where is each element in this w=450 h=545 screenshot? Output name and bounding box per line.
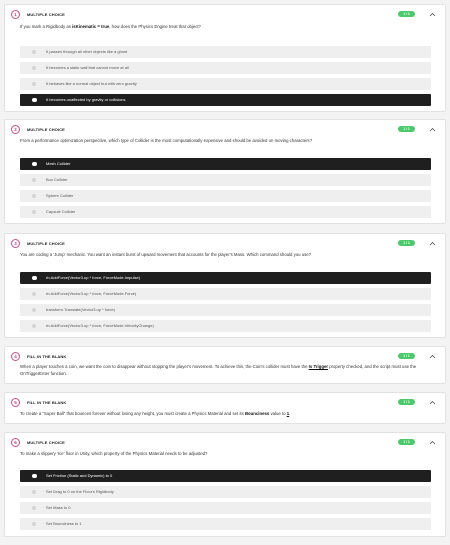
question-number-badge: 6 [11, 438, 20, 447]
question-card-1 [4, 4, 446, 112]
score-badge: 1 / 1 [398, 126, 415, 132]
radio-dot [32, 308, 36, 312]
radio-dot [32, 490, 36, 494]
radio-dot [32, 292, 36, 296]
option-label: It behaves like a normal object but with zero gravity [46, 81, 137, 86]
question-text: From a performance optimization perspective, which type of Collider is the most computationally expensive and should be avoided on moving characters? [20, 138, 313, 143]
card-header [5, 5, 445, 20]
answer-option[interactable] [20, 518, 431, 530]
option-label: rb.AddForce(Vector3.up * force, ForceMode.VelocityChange) [46, 323, 154, 328]
radio-dot [32, 210, 36, 214]
answer-option[interactable] [20, 320, 431, 332]
question-card-2 [4, 119, 446, 224]
answer-option-selected[interactable] [20, 94, 431, 106]
question-text: If you mark a Rigidbody as isKinematic = true, how does the Physics Engine treat that object? [20, 24, 201, 29]
score-badge: 1 / 1 [398, 399, 415, 405]
filled-blank-answer: 1 [286, 411, 290, 416]
question-card-4 [4, 346, 446, 384]
question-type-label: MULTIPLE CHOICE [27, 127, 65, 132]
chevron-up-icon[interactable] [428, 398, 436, 406]
card-header [5, 347, 445, 362]
question-card-3 [4, 233, 446, 338]
question-card-5 [4, 392, 446, 424]
card-header [5, 433, 445, 448]
option-label: It passes through all other objects like a ghost [46, 49, 128, 54]
radio-dot [32, 66, 36, 70]
chevron-up-icon[interactable] [428, 239, 436, 247]
chevron-up-icon[interactable] [428, 125, 436, 133]
option-label: Set Friction (Static and Dynamic) to 0 [46, 473, 113, 478]
question-number-badge: 1 [11, 10, 20, 19]
question-text: When a player touches a coin, we want the coin to disappear without stopping the player's movement. To achieve this, the Coin's collider must have the Is Trigger property checked, and the script must use the OnTriggerEnter function. [20, 364, 417, 376]
question-number-badge: 2 [11, 125, 20, 134]
answer-option-selected[interactable] [20, 272, 431, 284]
radio-dot [32, 82, 36, 86]
radio-dot-selected [32, 276, 37, 281]
radio-dot [32, 522, 36, 526]
option-label: rb.AddForce(Vector3.up * force, ForceMode.Force) [46, 291, 137, 296]
answer-option[interactable] [20, 486, 431, 498]
question-text: To make a slippery 'Ice' floor in Unity, which property of the Physics Material needs to be adjusted? [20, 451, 208, 456]
radio-dot [32, 506, 36, 510]
radio-dot [32, 178, 36, 182]
radio-dot-selected [32, 98, 37, 103]
chevron-up-icon[interactable] [428, 352, 436, 360]
score-badge: 1 / 1 [398, 11, 415, 17]
question-text: You are coding a 'Jump' mechanic. You want an instant burst of upward movement that accounts for the player's Mass. Which command should you use? [20, 252, 312, 257]
answer-option[interactable] [20, 502, 431, 514]
card-header [5, 393, 445, 408]
option-label: Set Drag to 0 on the Floor's Rigidbody [46, 489, 114, 494]
question-card-6 [4, 432, 446, 537]
option-label: It becomes a static wall that cannot move at all [46, 65, 129, 70]
radio-dot [32, 324, 36, 328]
question-type-label: FILL IN THE BLANK [27, 400, 67, 405]
question-text: To create a "Super Ball" that bounces forever without losing any height, you must create a Physics Material and set its Bounciness value to 1. [20, 411, 291, 416]
question-type-label: MULTIPLE CHOICE [27, 440, 65, 445]
score-badge: 1 / 1 [398, 439, 415, 445]
answer-option-selected[interactable] [20, 158, 431, 170]
answer-option[interactable] [20, 78, 431, 90]
option-label: Capsule Collider [46, 209, 76, 214]
radio-dot [32, 50, 36, 54]
question-number-badge: 4 [11, 352, 20, 361]
answer-option-selected[interactable] [20, 470, 431, 482]
option-label: Sphere Collider [46, 193, 74, 198]
radio-dot-selected [32, 162, 37, 167]
answer-option[interactable] [20, 46, 431, 58]
chevron-up-icon[interactable] [428, 10, 436, 18]
radio-dot-selected [32, 474, 37, 479]
option-label: rb.AddForce(Vector3.up * force, ForceMode.Impulse) [46, 275, 141, 280]
filled-blank-answer: Is Trigger [308, 364, 329, 369]
answer-option[interactable] [20, 304, 431, 316]
radio-dot [32, 194, 36, 198]
option-label: Set Bounciness to 1 [46, 521, 82, 526]
option-label: Mesh Collider [46, 161, 71, 166]
option-label: Box Collider [46, 177, 68, 182]
card-header [5, 234, 445, 249]
answer-option[interactable] [20, 190, 431, 202]
question-number-badge: 3 [11, 239, 20, 248]
score-badge: 1 / 1 [398, 353, 415, 359]
option-label: It becomes unaffected by gravity or collisions [46, 97, 126, 102]
answer-option[interactable] [20, 206, 431, 218]
option-label: Set Mass to 0 [46, 505, 71, 510]
answer-option[interactable] [20, 288, 431, 300]
score-badge: 1 / 1 [398, 240, 415, 246]
question-type-label: MULTIPLE CHOICE [27, 12, 65, 17]
question-type-label: FILL IN THE BLANK [27, 354, 67, 359]
card-header [5, 120, 445, 135]
answer-option[interactable] [20, 174, 431, 186]
chevron-up-icon[interactable] [428, 438, 436, 446]
option-label: transform.Translate(Vector3.up * force) [46, 307, 115, 312]
question-number-badge: 5 [11, 398, 20, 407]
question-type-label: MULTIPLE CHOICE [27, 241, 65, 246]
answer-option[interactable] [20, 62, 431, 74]
